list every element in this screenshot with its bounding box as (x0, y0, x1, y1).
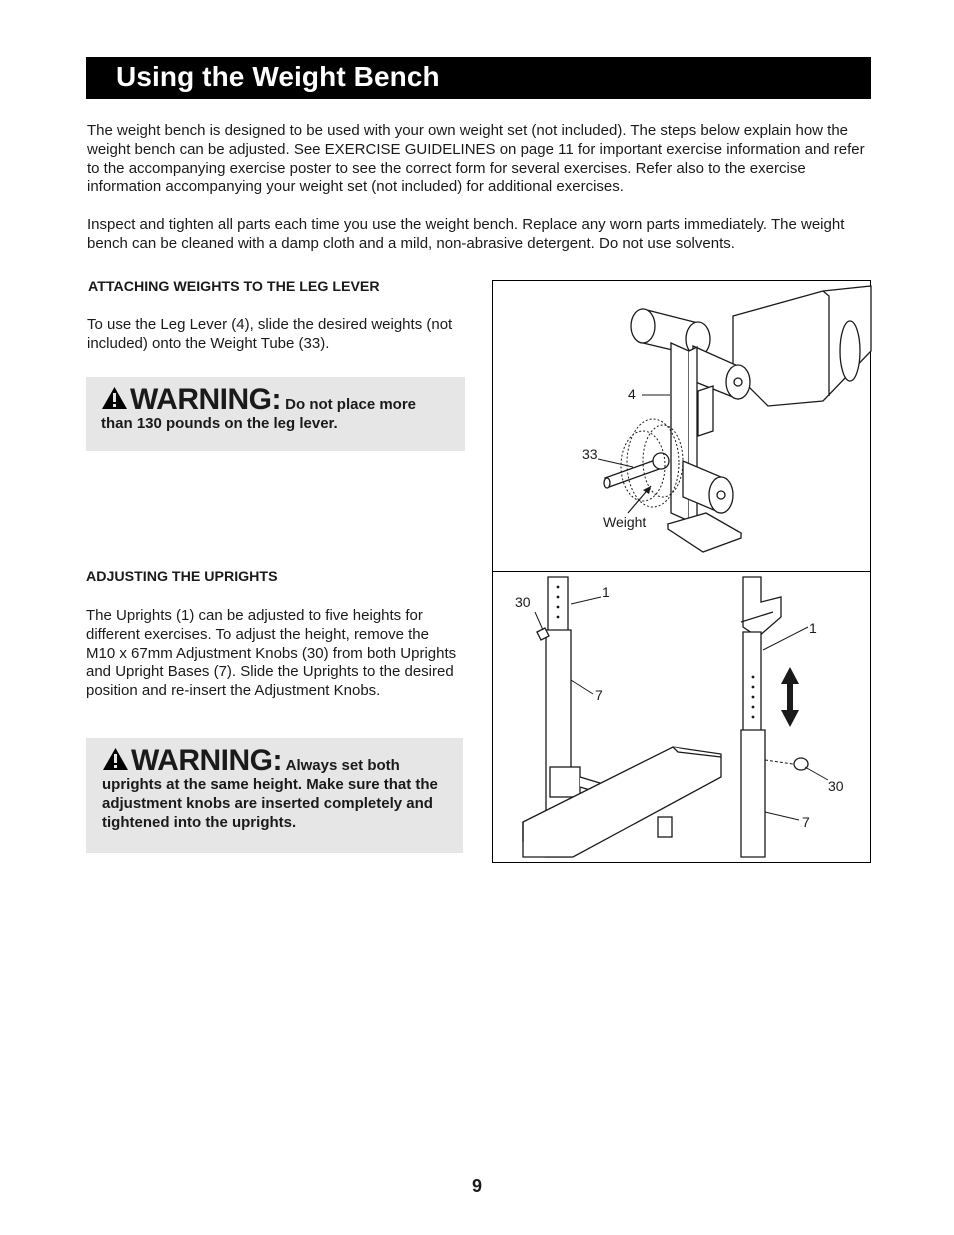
double-arrow-icon (781, 667, 799, 727)
leg-lever-heading: ATTACHING WEIGHTS TO THE LEG LEVER (88, 279, 380, 295)
label-weight: Weight (603, 514, 647, 530)
leg-lever-warning-text: Do not place more than 130 pounds on the leg lever. (101, 396, 417, 432)
uprights-warning-box (86, 738, 463, 853)
warning-word: WARNING: (130, 383, 281, 416)
label-leg-lever: 4 (628, 386, 636, 402)
intro-paragraph-2: Inspect and tighten all parts each time you use the weight bench. Replace any worn parts immediately. The weight bench can be cleaned with a damp cloth and a mild, non-abrasive detergent. Do not use solvents. (87, 216, 845, 252)
leg-lever-diagram (492, 280, 871, 572)
label-upright-right: 1 (809, 620, 817, 636)
label-weight-tube: 33 (582, 446, 598, 462)
intro-paragraph-1: The weight bench is designed to be used with your own weight set (not included). The steps below explain how the weight bench can be adjusted. See EXERCISE GUIDELINES on page 11 for important exercise information and refer to the accompanying exercise poster to see the correct form for several exercises. Refer also to the exercise information accompanying your weight set (not included) for additional exercises. (87, 122, 865, 196)
leg-lever-warning-box (86, 377, 465, 451)
warning-triangle-icon (101, 386, 128, 410)
label-base-left: 7 (595, 687, 603, 703)
uprights-heading: ADJUSTING THE UPRIGHTS (86, 569, 278, 585)
uprights-warning-text: Always set both uprights at the same height. Make sure that the adjustment knobs are inserted completely and tightened into the uprights. (102, 757, 438, 831)
label-knob-left: 30 (515, 594, 531, 610)
page-title: Using the Weight Bench (116, 61, 440, 92)
leg-lever-text: To use the Leg Lever (4), slide the desired weights (not included) onto the Weight Tube (33). (87, 316, 453, 352)
label-base-right: 7 (802, 814, 810, 830)
title-bar (86, 57, 871, 99)
warning-triangle-icon (102, 747, 129, 771)
page-number: 9 (472, 1176, 483, 1196)
label-upright-left: 1 (602, 584, 610, 600)
uprights-diagram (492, 571, 871, 863)
label-knob-right: 30 (828, 778, 844, 794)
uprights-text: The Uprights (1) can be adjusted to five heights for different exercises. To adjust the height, remove the M10 x 67mm Adjustment Knobs (30) from both Uprights and Upright Bases (7). Slide the Uprights to the desired position and re-insert the Adjustment Knobs. (86, 607, 457, 700)
warning-word: WARNING: (131, 744, 282, 777)
